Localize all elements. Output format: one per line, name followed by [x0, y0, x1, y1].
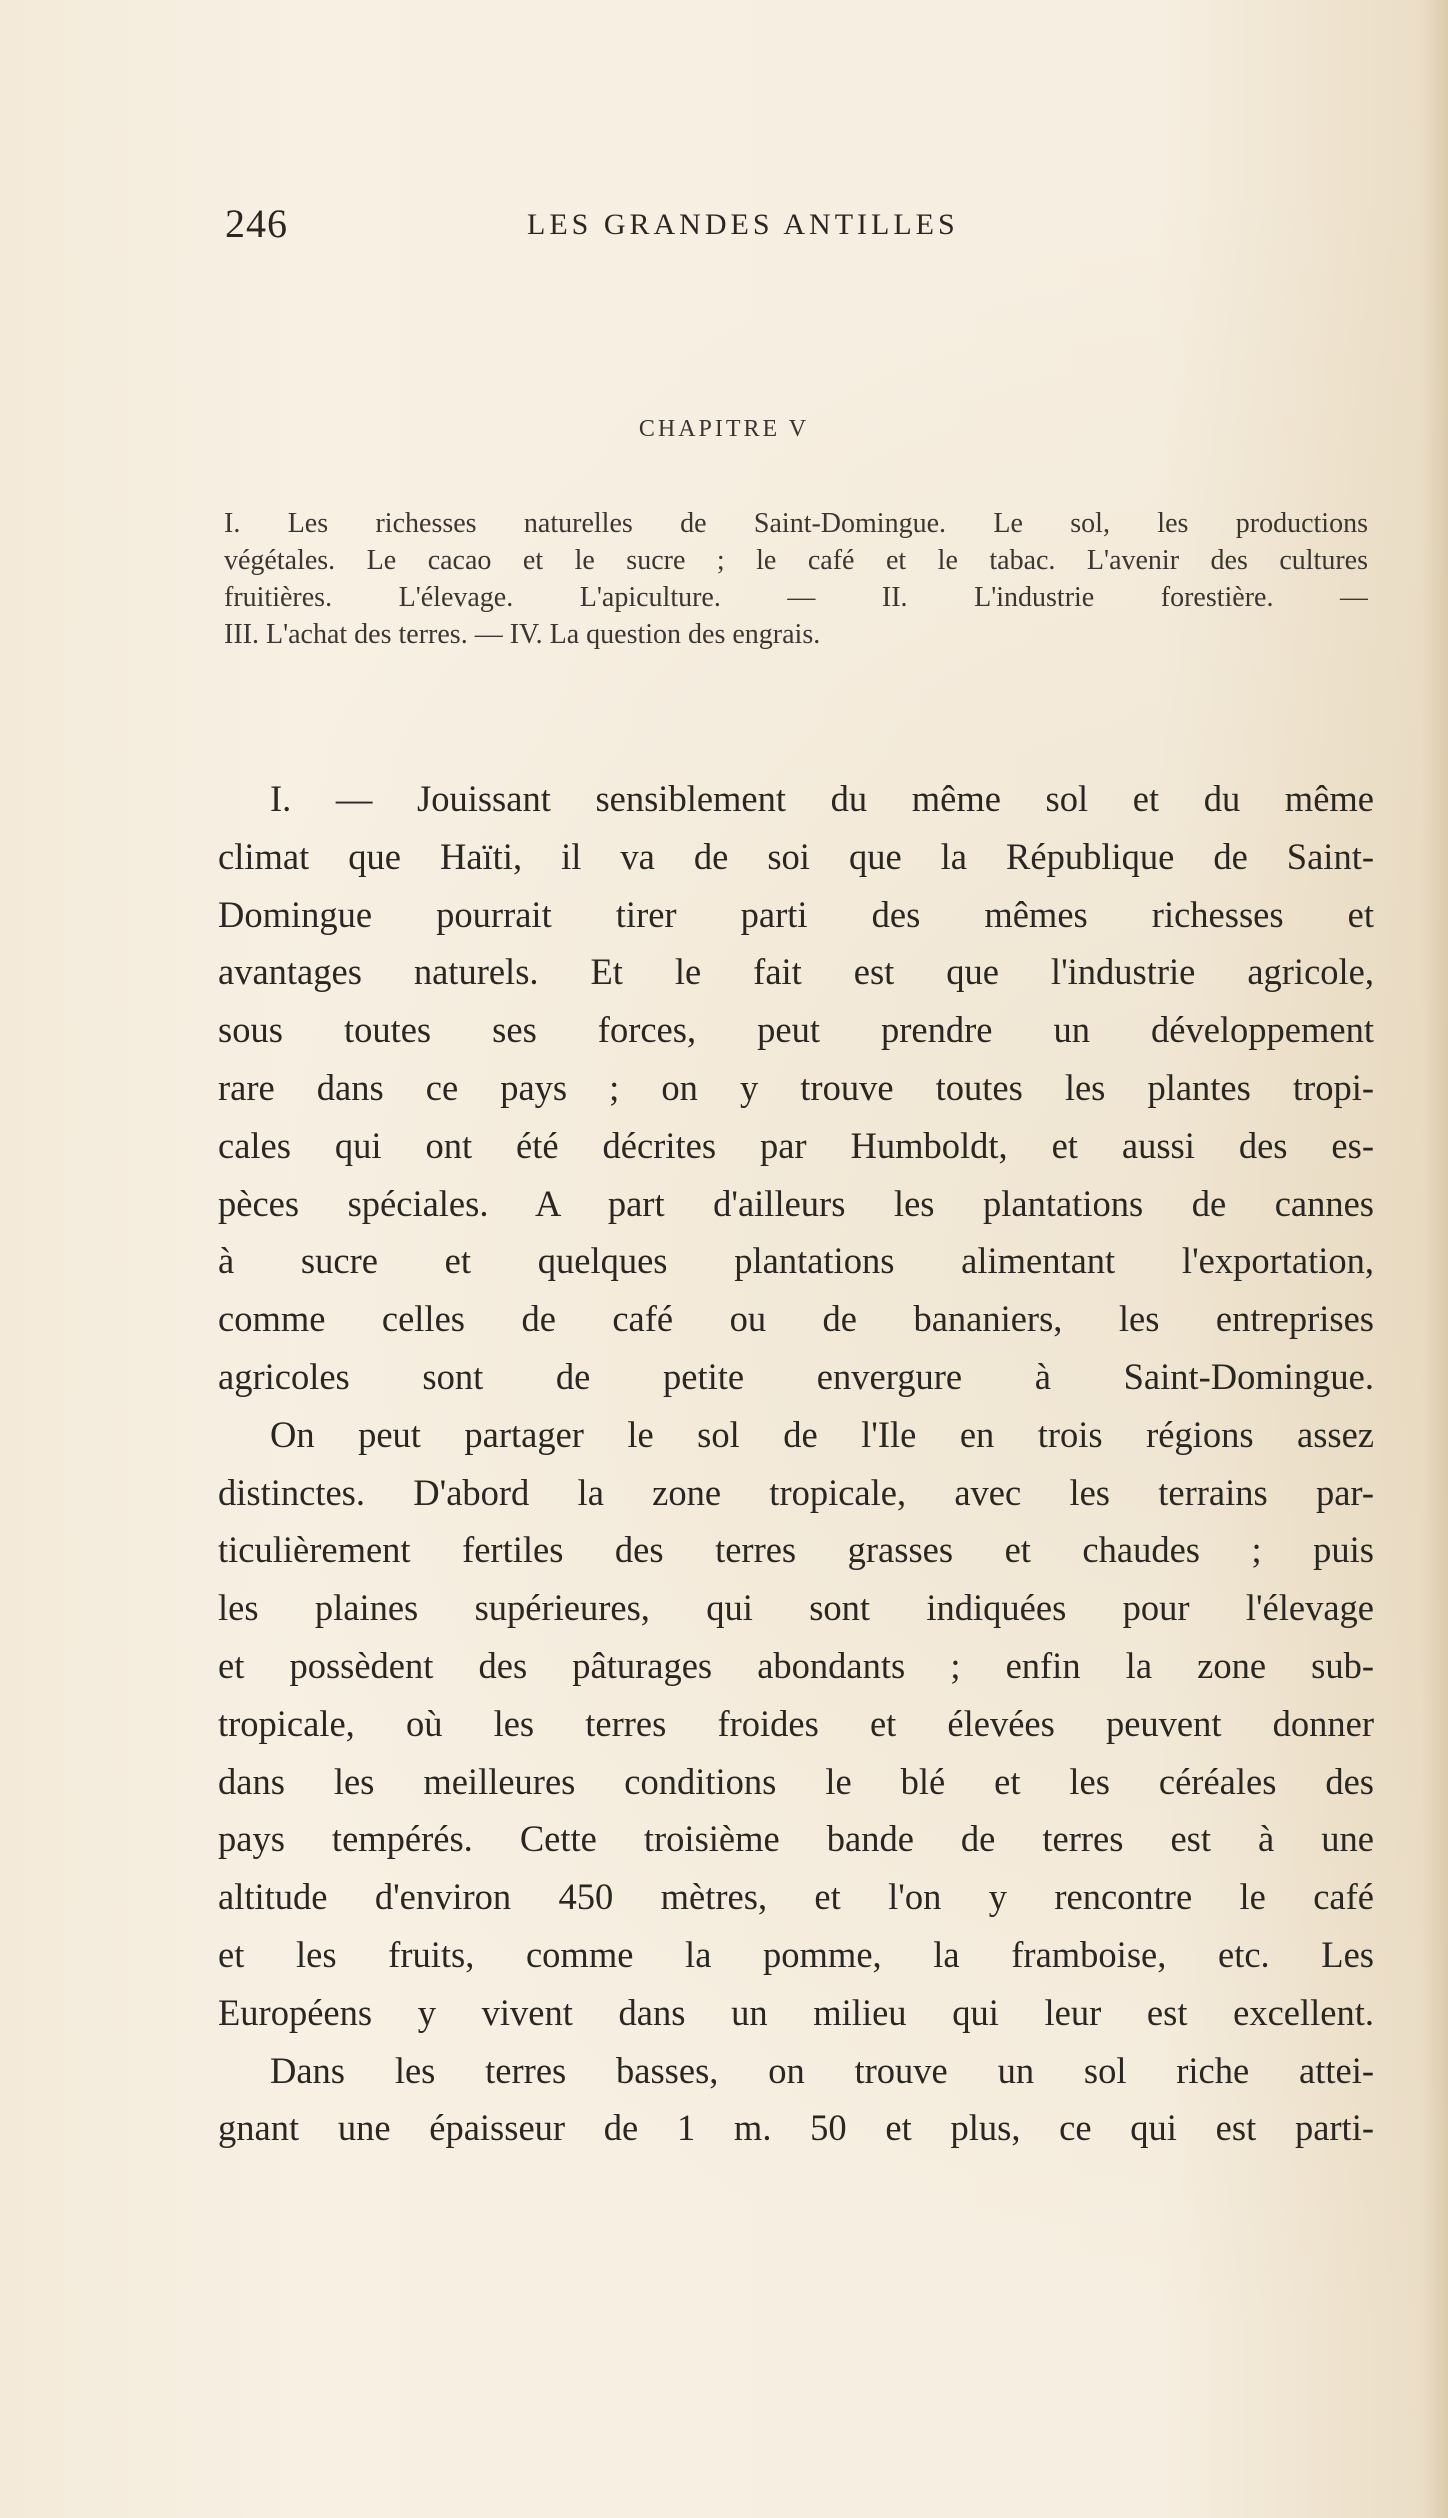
- text-line: tropicale, où les terres froides et élevées peuvent donner: [218, 1702, 1374, 1744]
- page-edge-shadow: [1422, 0, 1448, 2518]
- text-line: I. — Jouissant sensiblement du même sol et du même: [270, 778, 1374, 819]
- text-line: dans les meilleures conditions le blé et les céréales des: [218, 1760, 1374, 1802]
- summary-line: I. Les richesses naturelles de Saint-Domingue. Le sol, les productions: [224, 508, 1368, 539]
- text-line: Dans les terres basses, on trouve un sol riche attei-: [270, 2049, 1374, 2091]
- text-line: pèces spéciales. A part d'ailleurs les plantations de cannes: [218, 1182, 1374, 1224]
- text-line: cales qui ont été décrites par Humboldt, et aussi des es-: [218, 1124, 1374, 1166]
- text-line: Domingue pourrait tirer parti des mêmes richesses et: [218, 893, 1374, 935]
- summary-line: III. L'achat des terres. — IV. La question des engrais.: [224, 619, 821, 650]
- summary-line: végétales. Le cacao et le sucre ; le café et le tabac. L'avenir des cultures: [224, 545, 1368, 576]
- text-line: distinctes. D'abord la zone tropicale, avec les terrains par-: [218, 1471, 1374, 1513]
- text-line: On peut partager le sol de l'Ile en trois régions assez: [270, 1413, 1374, 1455]
- running-head: [225, 200, 1225, 250]
- text-line: sous toutes ses forces, peut prendre un développement: [218, 1009, 1374, 1051]
- page-number: 246: [225, 201, 288, 246]
- summary-line: fruitières. L'élevage. L'apiculture. — II. L'industrie forestière. —: [224, 582, 1368, 613]
- text-line: ticulièrement fertiles des terres grasses et chaudes ; puis: [218, 1529, 1374, 1571]
- text-line: et les fruits, comme la pomme, la framboise, etc. Les: [218, 1933, 1374, 1975]
- text-line: les plaines supérieures, qui sont indiquées pour l'élevage: [218, 1587, 1374, 1629]
- text-line: Européens y vivent dans un milieu qui leur est excellent.: [218, 1991, 1374, 2033]
- text-line: à sucre et quelques plantations alimentant l'exportation,: [218, 1240, 1374, 1282]
- text-line: agricoles sont de petite envergure à Saint-Domingue.: [218, 1355, 1374, 1397]
- chapter-heading: CHAPITRE V: [638, 416, 810, 442]
- text-line: climat que Haïti, il va de soi que la République de Saint-: [218, 835, 1374, 877]
- body-text: [218, 770, 1374, 2157]
- text-line: et possèdent des pâturages abondants ; enfin la zone sub-: [218, 1644, 1374, 1686]
- text-line: comme celles de café ou de bananiers, les entreprises: [218, 1298, 1374, 1340]
- text-line: pays tempérés. Cette troisième bande de terres est à une: [218, 1818, 1374, 1860]
- text-line: avantages naturels. Et le fait est que l'industrie agricole,: [218, 951, 1374, 993]
- running-title: LES GRANDES ANTILLES: [527, 208, 959, 241]
- text-line: altitude d'environ 450 mètres, et l'on y rencontre le café: [218, 1876, 1374, 1918]
- text-line: rare dans ce pays ; on y trouve toutes les plantes tropi-: [218, 1066, 1374, 1108]
- chapter-summary: [224, 505, 1368, 653]
- text-line: gnant une épaisseur de 1 m. 50 et plus, ce qui est parti-: [218, 2107, 1374, 2149]
